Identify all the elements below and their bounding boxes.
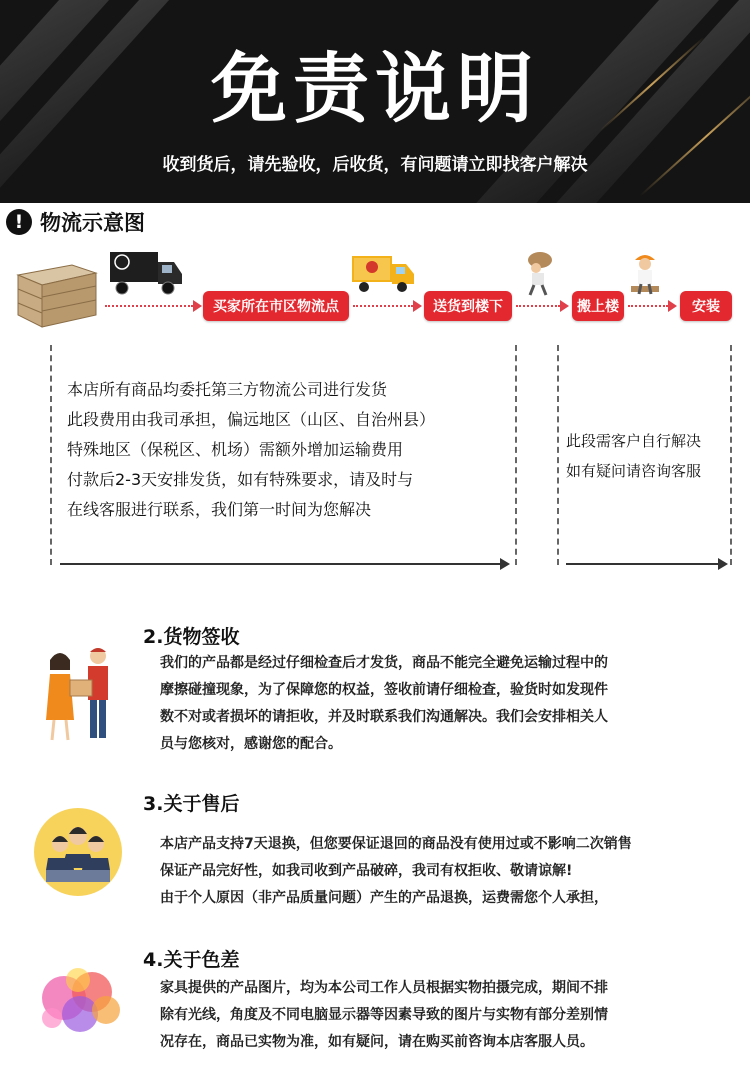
flow-connector (628, 305, 668, 307)
page-subtitle: 收到货后，请先验收，后收货，有问题请立即找客户解决 (162, 155, 588, 175)
header-banner (0, 0, 750, 203)
flow-connector (105, 305, 193, 307)
range-arrow-line (566, 563, 720, 565)
flow-connector (516, 305, 560, 307)
color-diff-title: 4.关于色差 (143, 949, 240, 971)
range-divider (515, 345, 517, 565)
flow-connector (353, 305, 413, 307)
page-title: 免责说明 (211, 44, 539, 133)
delivery-handover-illustration (40, 640, 120, 744)
flow-arrow-icon (668, 300, 677, 312)
color-diff-body: 家具提供的产品图片，均为本公司工作人员根据实物拍摄完成，期间不排 除有光线，角度及不同电脑显示器等因素导致的图片与实物有部分差别情 况存在，商品已实物为准，如有疑问，请在购买前咨询本店客服人员。 (160, 980, 608, 1050)
customer-service-team-icon (32, 806, 124, 898)
sign-title: 2.货物签收 (143, 626, 240, 648)
step-deliver-downstairs: 送货到楼下 (424, 291, 512, 321)
flow-arrow-icon (413, 300, 422, 312)
color-splash-icon (30, 958, 134, 1040)
step-install: 安装 (680, 291, 732, 321)
after-sales-body: 本店产品支持7天退换，但您要保证退回的商品没有使用过或不影响二次销售 保证产品完好性，如我司收到产品破碎，我司有权拒收、敬请谅解! 由于个人原因（非产品质量问题）产生的产品退换，运费需您个人承担， (160, 836, 632, 906)
wooden-crate-icon (14, 261, 98, 331)
sign-body: 我们的产品都是经过仔细检查后才发货，商品不能完全避免运输过程中的 摩擦碰撞现象，为了保障您的权益，签收前请仔细检查，验货时如发现件 数不对或者损坏的请拒收，并及时联系我们沟通解决。我们会安排相关人 员与您核对，感谢您的配合。 (160, 655, 608, 752)
range-divider (557, 345, 559, 565)
arrow-right-icon (718, 558, 728, 570)
exclamation-icon: ! (6, 209, 32, 235)
arrow-right-icon (500, 558, 510, 570)
delivery-truck-icon (108, 250, 184, 296)
range-divider (50, 345, 52, 565)
flow-arrow-icon (560, 300, 569, 312)
logistics-heading (6, 207, 145, 237)
flow-arrow-icon (193, 300, 202, 312)
company-responsibility-text: 本店所有商品均委托第三方物流公司进行发货 此段费用由我司承担，偏远地区（山区、自治州县） 特殊地区（保税区、机场）需额外增加运输费用 付款后2-3天安排发货，如有特殊要求，请及时与 在线客服进行联系，我们第一时间为您解决 (67, 380, 436, 519)
porter-icon (522, 250, 558, 296)
after-sales-title: 3.关于售后 (143, 793, 240, 815)
range-divider (730, 345, 732, 565)
logistics-title: 物流示意图 (40, 211, 145, 235)
range-arrow-line (60, 563, 500, 565)
installer-icon (627, 250, 663, 296)
moving-truck-icon (350, 252, 416, 294)
step-city-logistics: 买家所在市区物流点 (203, 291, 349, 321)
step-carry-upstairs: 搬上楼 (572, 291, 624, 321)
customer-responsibility-text: 此段需客户自行解决 如有疑问请咨询客服 (566, 432, 702, 480)
